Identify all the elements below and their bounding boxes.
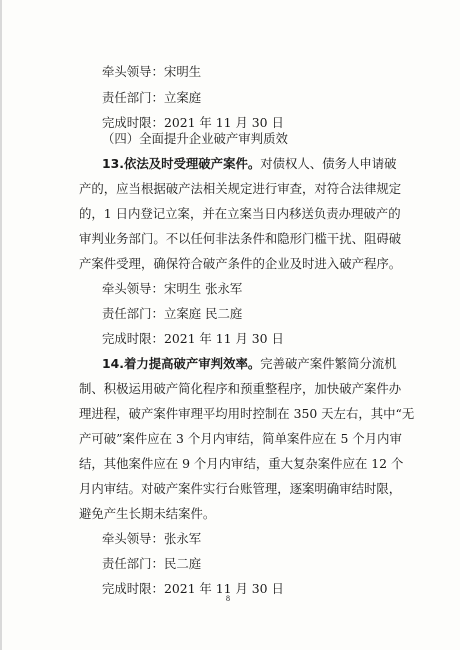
item13-title: 13.依法及时受理破产案件。 bbox=[102, 156, 261, 171]
item13-deadline: 完成时限：2021 年 11 月 30 日 bbox=[102, 331, 284, 346]
item14-deadline: 完成时限：2021 年 11 月 30 日 bbox=[102, 581, 284, 596]
item14-line2: 制、积极运用破产简化程序和预重整程序，加快破产案件办 bbox=[79, 381, 402, 396]
scan-edge bbox=[0, 0, 2, 650]
item13-first-line bbox=[102, 156, 397, 172]
item13-line3: 的，1 日内登记立案，并在立案当日内移送负责办理破产的 bbox=[79, 206, 401, 221]
page-number: 8 bbox=[226, 594, 230, 603]
section3-dept: 责任部门：立案庭 bbox=[102, 90, 202, 105]
item14-line7: 避免产生长期未结案件。 bbox=[79, 506, 216, 521]
item13-lead: 牵头领导：宋明生 张永军 bbox=[102, 281, 243, 296]
section3-deadline: 完成时限：2021 年 11 月 30 日 bbox=[102, 115, 284, 130]
item13-dept: 责任部门：立案庭 民二庭 bbox=[102, 306, 243, 321]
item14-line3: 理进程，破产案件审理平均用时控制在 350 天左右，其中“无 bbox=[79, 406, 415, 421]
item13-line5: 产案件受理，确保符合破产条件的企业及时进入破产程序。 bbox=[79, 256, 402, 271]
item14-lead: 牵头领导：张永军 bbox=[102, 531, 202, 546]
item14-title: 14.着力提高破产审判效率。 bbox=[102, 356, 261, 371]
item14-first-line bbox=[102, 356, 397, 372]
section3-lead: 牵头领导：宋明生 bbox=[102, 64, 202, 79]
item14-line1-rest: 完善破产案件繁简分流机 bbox=[260, 356, 397, 371]
item14-dept: 责任部门：民二庭 bbox=[102, 556, 202, 571]
item14-line5: 结，其他案件应在 9 个月内审结，重大复杂案件应在 12 个 bbox=[79, 456, 404, 471]
item14-line4: 产可破”案件应在 3 个月内审结，简单案件应在 5 个月内审 bbox=[79, 431, 402, 446]
item13-line2: 产的，应当根据破产法相关规定进行审查，对符合法律规定 bbox=[79, 181, 402, 196]
item14-line6: 月内审结。对破产案件实行台账管理，逐案明确审结时限， bbox=[79, 481, 402, 496]
section4-heading: （四）全面提升企业破产审判质效 bbox=[102, 131, 288, 146]
item13-line1-rest: 对债权人、债务人申请破 bbox=[260, 156, 397, 171]
item13-line4: 审判业务部门。不以任何非法条件和隐形门槛干扰、阻碍破 bbox=[79, 231, 402, 246]
